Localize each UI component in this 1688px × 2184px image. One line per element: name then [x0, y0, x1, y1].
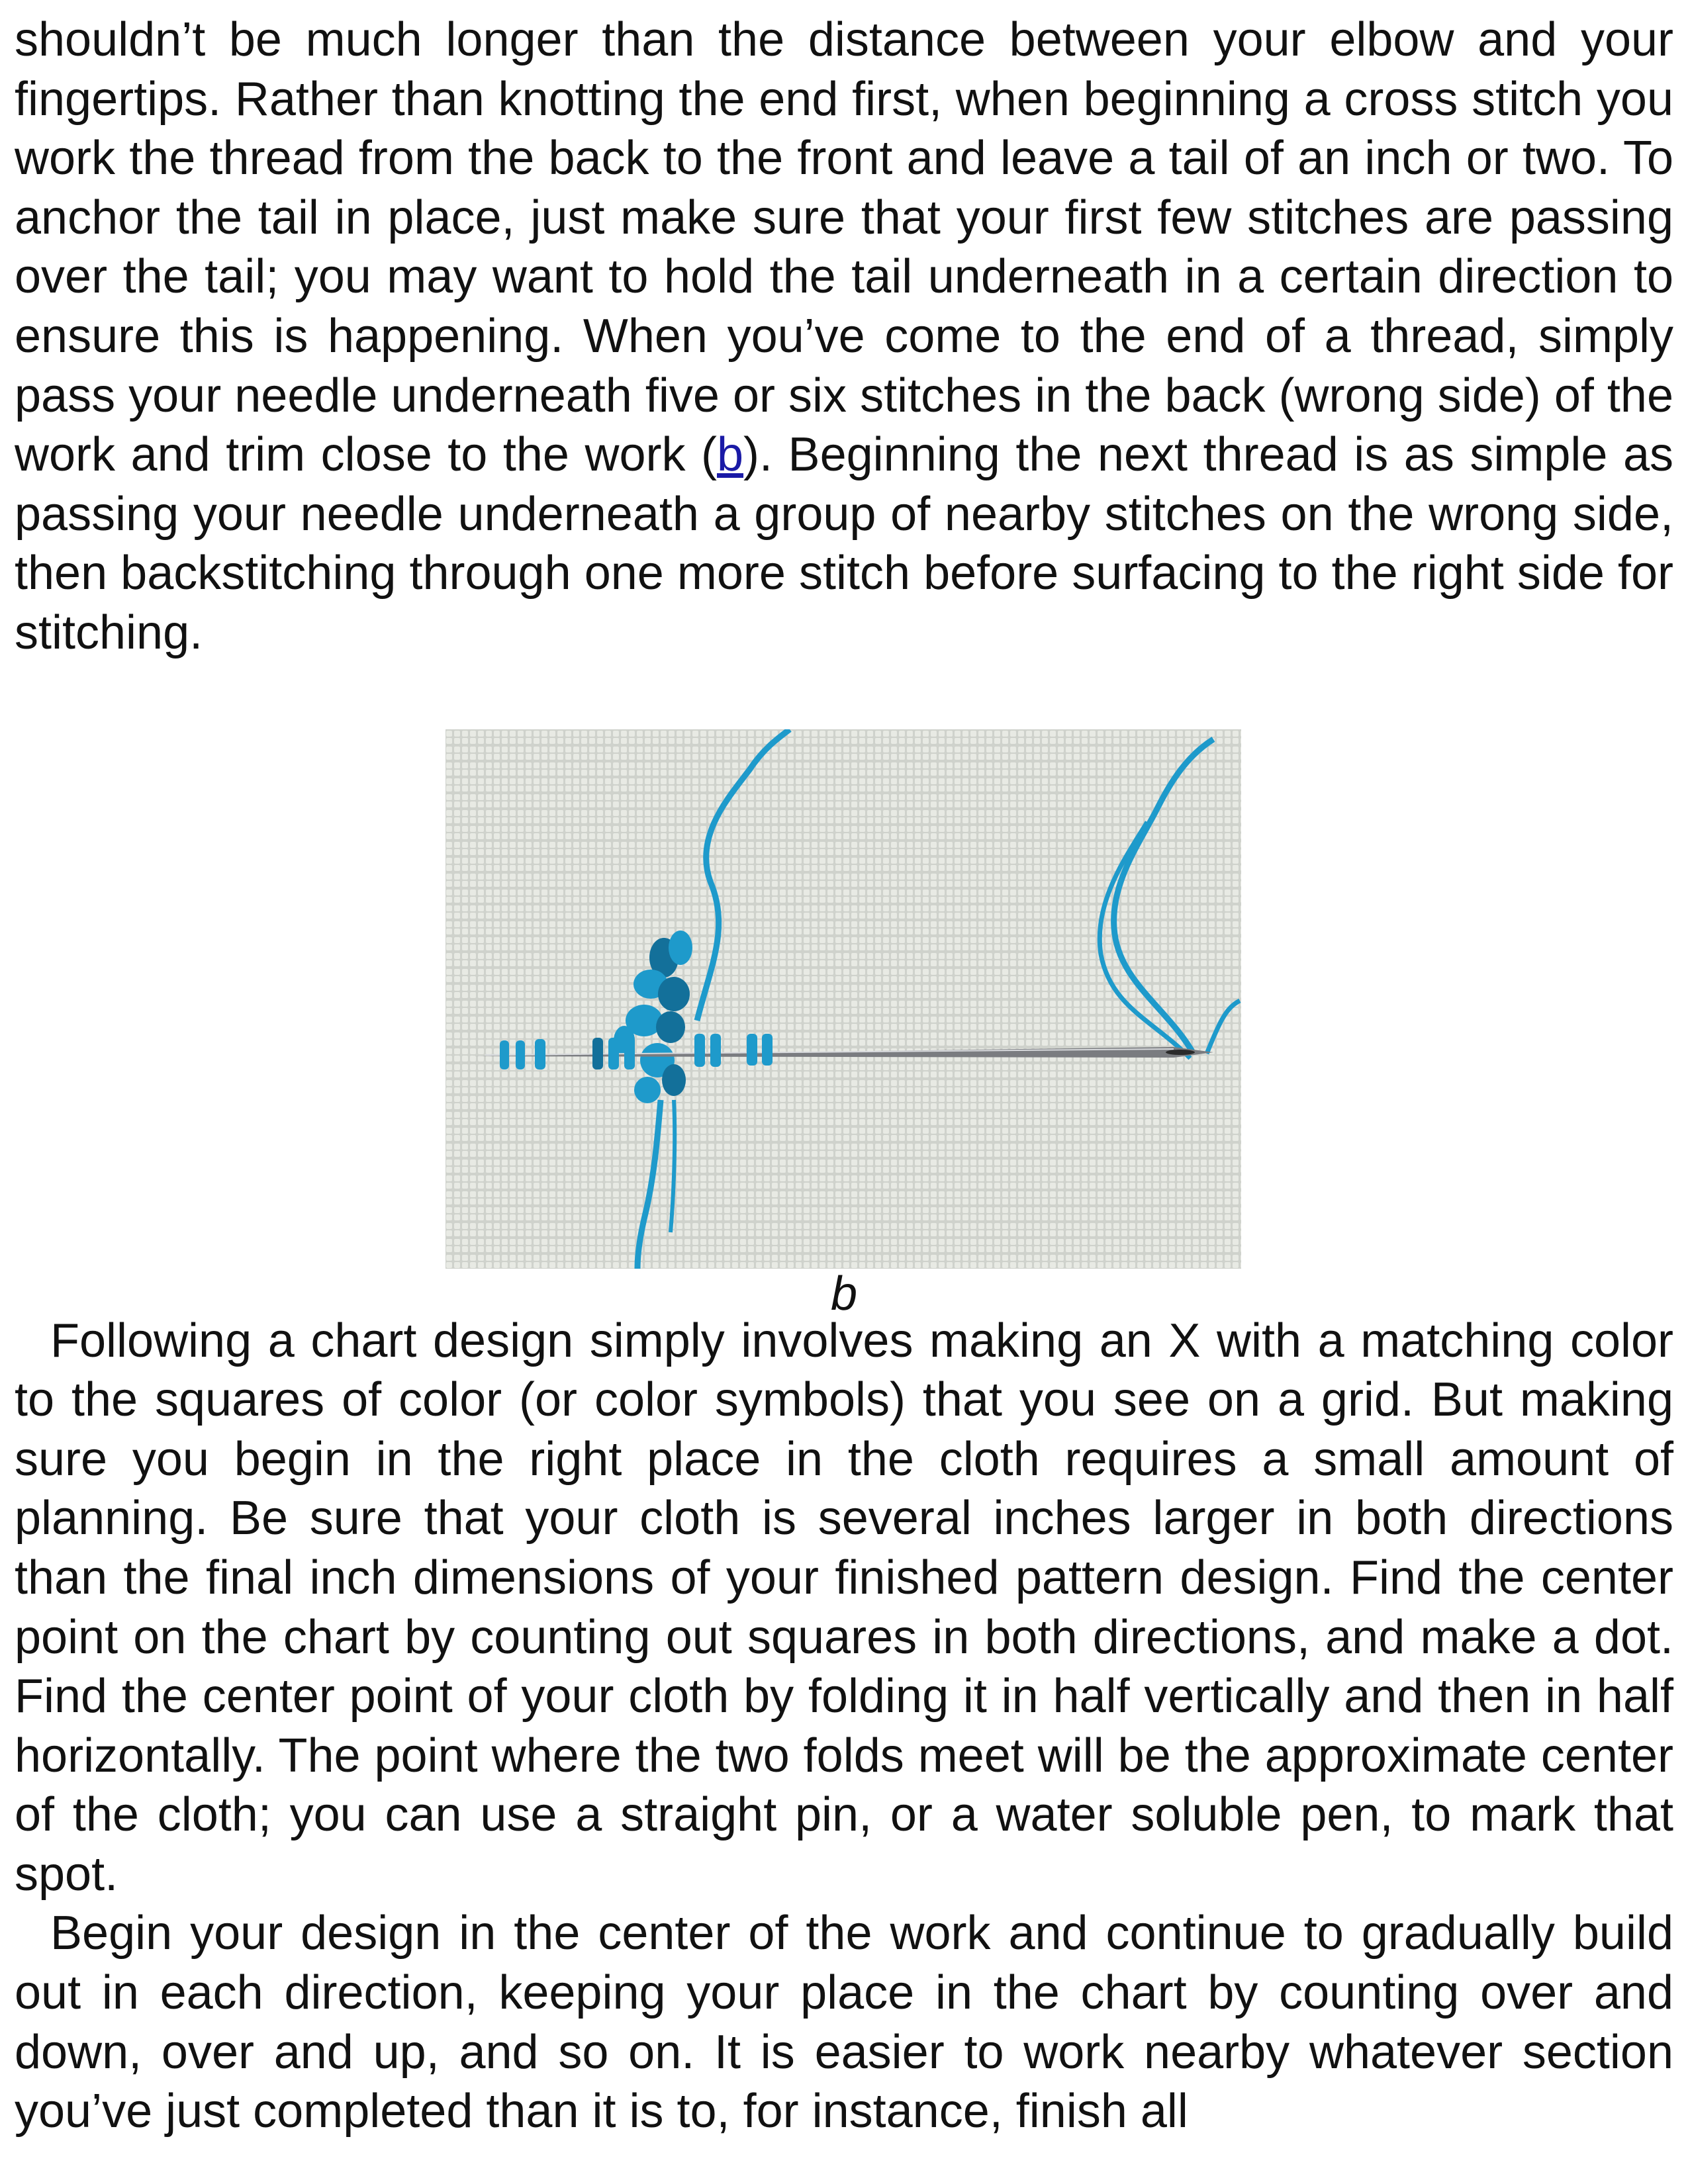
figure-b [15, 663, 1673, 1320]
paragraph-thread-anchoring [15, 0, 1673, 663]
page-content [15, 0, 1673, 2142]
paragraph-begin-design: Begin your design in the center of the work and continue to gradually build out in each direction, keeping your place in the chart by counting over and down, over and up, and so on. It is easier to work nearby whatever section you’ve just completed than it is to, for instance, finish all [15, 1907, 1673, 2138]
cross-stitch-photo [445, 729, 1241, 1269]
paragraph-chart-design: Following a chart design simply involves making an X with a matching color to the squares of color (or color symbols) that you see on a grid. But making sure you begin in the right place in the cloth requires a small amount of planning. Be sure that your cloth is several inches larger in both directions than the final inch dimensions of your finished pattern design. Find the center point on the chart by counting out squares in both directions, and make a dot. Find the center point of your cloth by folding it in half vertically and then in half horizontally. The point where the two folds meet will be the approximate center of the cloth; you can use a straight pin, or a water soluble pen, to mark that spot. [15, 1314, 1673, 1901]
paragraph-text-after-link: ). Beginning the next thread is as simple as passing your needle underneath a group of nearby stitches on the wrong side, then backstitching through one more stitch before surfacing to the right side for stitching. [15, 428, 1673, 659]
figure-b-link[interactable]: b [717, 428, 744, 482]
paragraph-text-before-link: shouldn’t be much longer than the distance between your elbow and your fingertips. Rather than knotting the end first, when beginning a cross stitch you work the thread from the back to the front and leave a tail of an inch or two. To anchor the tail in place, just make sure that your first few stitches are passing over the tail; you may want to hold the tail underneath in a certain direction to ensure this is happening. When you’ve come to the end of a thread, simply pass your needle underneath five or six stitches in the back (wrong side) of the work and trim close to the work ( [15, 13, 1673, 482]
figure-caption: b [830, 1267, 858, 1320]
